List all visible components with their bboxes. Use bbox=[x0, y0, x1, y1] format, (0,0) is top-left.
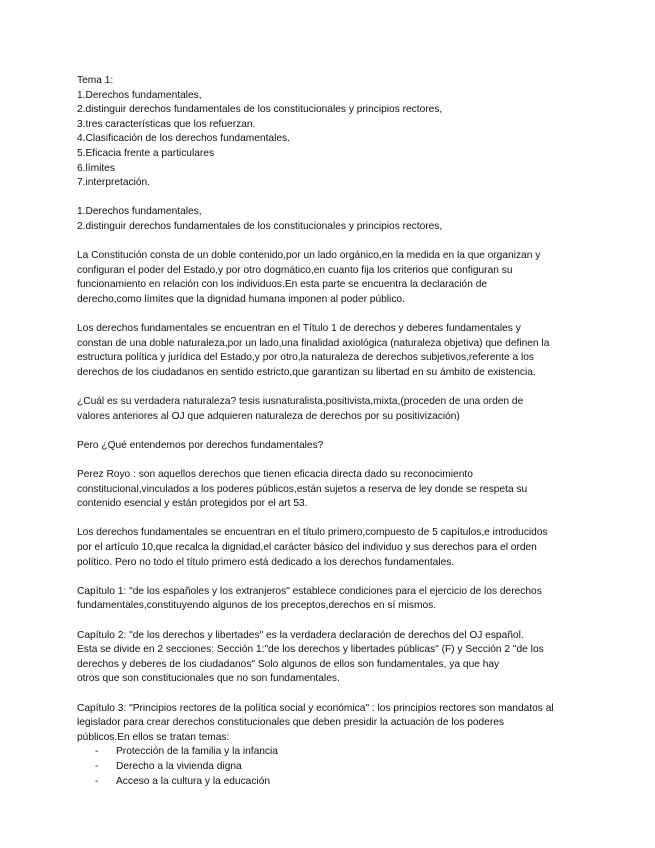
text-line: Los derechos fundamentales se encuentran en el título primero,compuesto de 5 capítulos,e introducidos bbox=[77, 527, 548, 539]
list-item: - Protección de la familia y la infancia bbox=[77, 745, 577, 760]
list-item: - Acceso a la cultura y la educación bbox=[77, 775, 577, 790]
text-line: Capítulo 2: "de los derechos y libertades" es la verdadera declaración de derechos del OJ español. bbox=[77, 629, 524, 641]
toc-item: 7.interpretación. bbox=[77, 177, 151, 189]
text-line: contenido esencial y están protegidos por el art 53. bbox=[77, 498, 308, 510]
text-line: constan de una doble naturaleza,por un lado,una finalidad axiológica (naturaleza objetiva) que definen la bbox=[77, 337, 550, 349]
paragraph-perez-royo bbox=[77, 468, 577, 512]
document-body bbox=[77, 74, 577, 789]
text-line: derecho,como límites que la dignidad humana imponen al poder público. bbox=[77, 293, 405, 305]
table-of-contents bbox=[77, 74, 577, 191]
text-line: otros que son constitucionales que no son fundamentales. bbox=[77, 673, 340, 685]
text-line: Capítulo 3: "Principios rectores de la política social y económica" : los principios rectores son mandatos al bbox=[77, 702, 554, 714]
text-line: públicos.En ellos se tratan temas: bbox=[77, 731, 230, 743]
text-line: fundamentales,constituyendo algunos de los preceptos,derechos en sí mismos. bbox=[77, 600, 437, 612]
text-line: Esta se divide en 2 secciones: Sección 1:"de los derechos y libertades públicas" (F) y Sección 2 "de los bbox=[77, 644, 544, 656]
text-line: Perez Royo : son aquellos derechos que tienen eficacia directa dado su reconocimiento bbox=[77, 469, 473, 481]
text-line: constitucional,vinculados a los poderes públicos,están sujetos a reserva de ley donde se respeta su bbox=[77, 483, 528, 495]
paragraph-pregunta bbox=[77, 439, 577, 454]
paragraph-naturaleza bbox=[77, 395, 577, 424]
toc-item: 4.Clasificación de los derechos fundamentales. bbox=[77, 133, 290, 145]
section-heading bbox=[77, 205, 577, 234]
toc-title: Tema 1: bbox=[77, 75, 114, 86]
paragraph-capitulo-2 bbox=[77, 629, 577, 687]
toc-item: 5.Eficacia frente a particulares bbox=[77, 147, 215, 159]
text-line: ¿Cuál es su verdadera naturaleza? tesis iusnaturalista,positivista,mixta,(proceden de una orden de bbox=[77, 396, 524, 408]
bullet-list bbox=[77, 745, 577, 789]
section-heading-line: 1.Derechos fundamentales, bbox=[77, 206, 202, 218]
toc-item: 6.límites bbox=[77, 162, 115, 174]
section-heading-line: 2.distinguir derechos fundamentales de los constitucionales y principios rectores, bbox=[77, 220, 443, 232]
text-line: La Constitución consta de un doble contenido,por un lado orgánico,en la medida en la que organizan y bbox=[77, 250, 541, 262]
text-line: Capítulo 1: "de los españoles y los extranjeros" establece condiciones para el ejercicio de los derechos bbox=[77, 585, 542, 597]
text-line: derechos y deberes de los ciudadanos" Solo algunos de ellos son fundamentales, ya que hay bbox=[77, 658, 500, 670]
paragraph-constitucion bbox=[77, 249, 577, 307]
text-line: por el artículo 10,que recalca la dignidad,el carácter básico del individuo y sus derechos para el orden bbox=[77, 542, 537, 553]
text-line: estructura política y jurídica del Estado,y por otro,la naturaleza de derechos subjetivos,referente a los bbox=[77, 352, 534, 364]
toc-item: 1.Derechos fundamentales, bbox=[77, 89, 202, 101]
paragraph-capitulo-3 bbox=[77, 702, 577, 746]
text-line: valores anteriores al OJ que adquieren naturaleza de derechos por su positivización) bbox=[77, 410, 460, 422]
text-line: Pero ¿Qué entendemos por derechos fundamentales? bbox=[77, 439, 324, 451]
toc-item: 2.distinguir derechos fundamentales de los constitucionales y principios rectores, bbox=[77, 104, 443, 116]
paragraph-titulo-primero bbox=[77, 526, 577, 570]
paragraph-titulo-1 bbox=[77, 322, 577, 380]
text-line: legislador para crear derechos constitucionales que deben presidir la actuación de los poderes bbox=[77, 717, 505, 729]
paragraph-capitulo-1 bbox=[77, 585, 577, 614]
text-line: Los derechos fundamentales se encuentran en el Título 1 de derechos y deberes fundamentales y bbox=[77, 323, 521, 335]
text-line: configuran el poder del Estado,y por otro dogmático,en cuanto fija los criterios que configuran su bbox=[77, 264, 513, 276]
text-line: derechos de los ciudadanos en sentido estricto,que garantizan su libertad en su ámbito de existencia. bbox=[77, 366, 536, 378]
text-line: político. Pero no todo el título primero está dedicado a los derechos fundamentales. bbox=[77, 556, 455, 568]
list-item: - Derecho a la vivienda digna bbox=[77, 760, 577, 775]
text-line: funcionamiento en relación con los individuos.En esta parte se encuentra la declaración de bbox=[77, 279, 488, 291]
toc-item: 3.tres características que los refuerzan. bbox=[77, 118, 256, 130]
